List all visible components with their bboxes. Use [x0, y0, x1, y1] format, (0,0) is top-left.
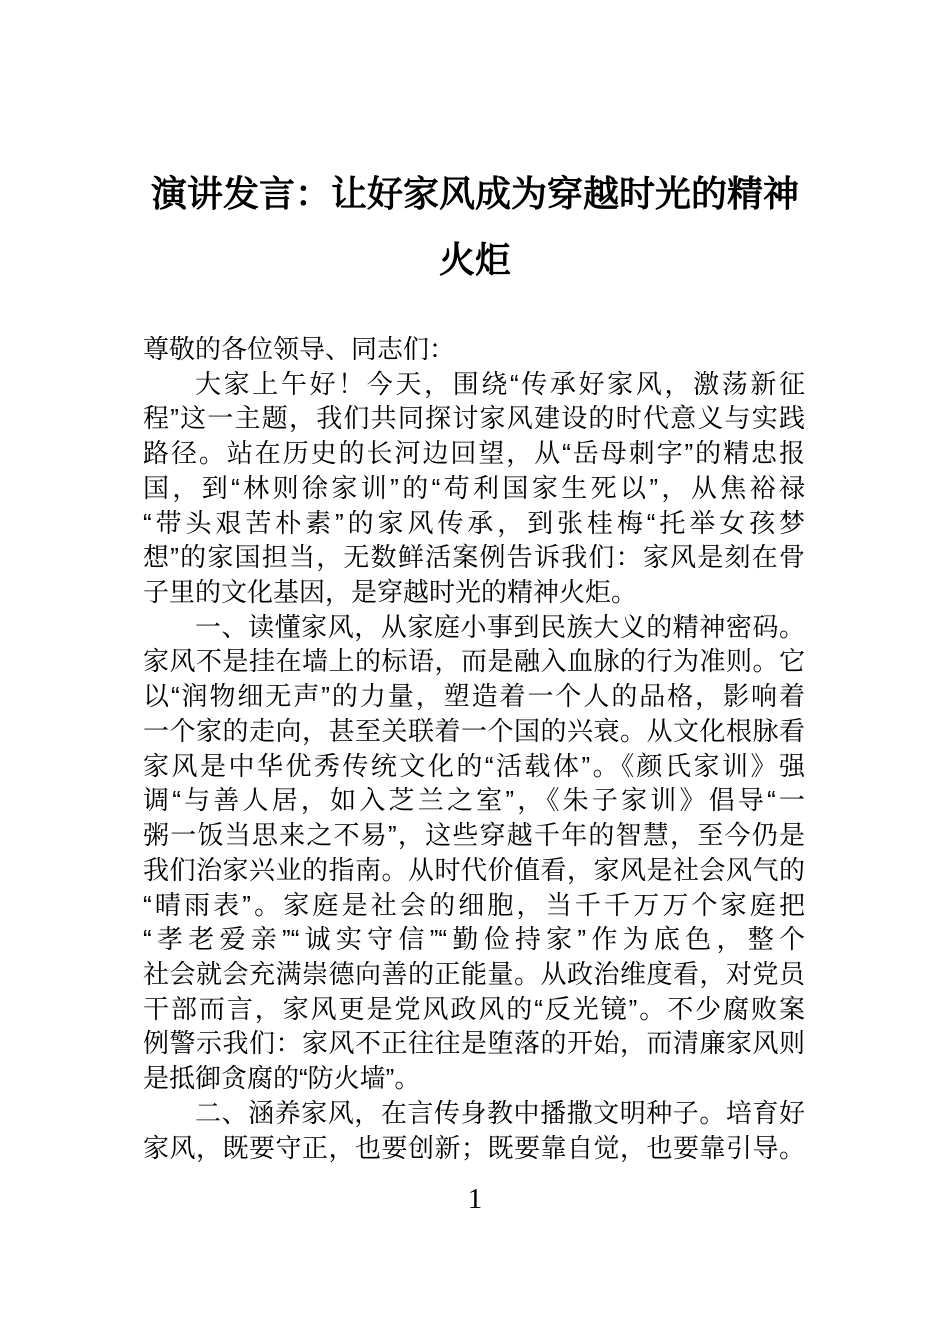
text-line: 一个家的走向，甚至关联着一个国的兴衰。从文化根脉看 [143, 715, 805, 746]
text-line: 路径。站在历史的长河边回望，从“岳母刺字”的精忠报 [143, 438, 805, 469]
text-line: 是抵御贪腐的“防火墙”。 [143, 1063, 421, 1094]
text-line: 我们治家兴业的指南。从时代价值看，家风是社会风气的 [143, 854, 805, 885]
text-line: 家风，既要守正，也要创新；既要靠自觉，也要靠引导。 [143, 1132, 805, 1163]
text-line: 尊敬的各位领导、同志们： [143, 334, 456, 364]
text-line: 子里的文化基因，是穿越时光的精神火炬。 [143, 577, 638, 608]
text-line: 家风不是挂在墙上的标语，而是融入血脉的行为准则。它 [143, 646, 805, 677]
text-line: 想”的家国担当，无数鲜活案例告诉我们：家风是刻在骨 [143, 542, 805, 573]
page-number: 1 [467, 1183, 483, 1215]
text-line: 国，到“林则徐家训”的“苟利国家生死以”，从焦裕禄 [143, 472, 805, 503]
text-line: 以“润物细无声”的力量，塑造着一个人的品格，影响着 [143, 681, 805, 712]
body-text [143, 332, 805, 1165]
text-line: 二、涵养家风，在言传身教中播撒文明种子。培育好 [195, 1097, 805, 1128]
document-title [0, 161, 950, 293]
text-line: 粥一饭当思来之不易”，这些穿越千年的智慧，至今仍是 [143, 820, 805, 851]
text-line: 大家上午好！今天，围绕“传承好家风，激荡新征 [195, 368, 805, 399]
title-line-1: 演讲发言：让好家风成为穿越时光的精神 [150, 173, 799, 214]
text-line: “带头艰苦朴素”的家风传承，到张桂梅“托举女孩梦 [143, 507, 805, 538]
text-line: 社会就会充满崇德向善的正能量。从政治维度看，对党员 [143, 958, 805, 989]
text-line: 家风是中华优秀传统文化的“活载体”。《颜氏家训》强 [143, 750, 805, 781]
text-line: 程”这一主题，我们共同探讨家风建设的时代意义与实践 [143, 403, 805, 434]
text-line: “孝老爱亲”“诚实守信”“勤俭持家”作为底色，整个 [143, 924, 805, 955]
text-line: 例警示我们：家风不正往往是堕落的开始，而清廉家风则 [143, 1028, 805, 1059]
text-line: 一、读懂家风，从家庭小事到民族大义的精神密码。 [195, 611, 805, 642]
text-line: “晴雨表”。家庭是社会的细胞，当千千万万个家庭把 [143, 889, 805, 920]
title-line-2: 火炬 [438, 239, 511, 280]
text-line: 调“与善人居，如入芝兰之室”，《朱子家训》倡导“一 [143, 785, 805, 816]
text-line: 干部而言，家风更是党风政风的“反光镜”。不少腐败案 [143, 993, 805, 1024]
